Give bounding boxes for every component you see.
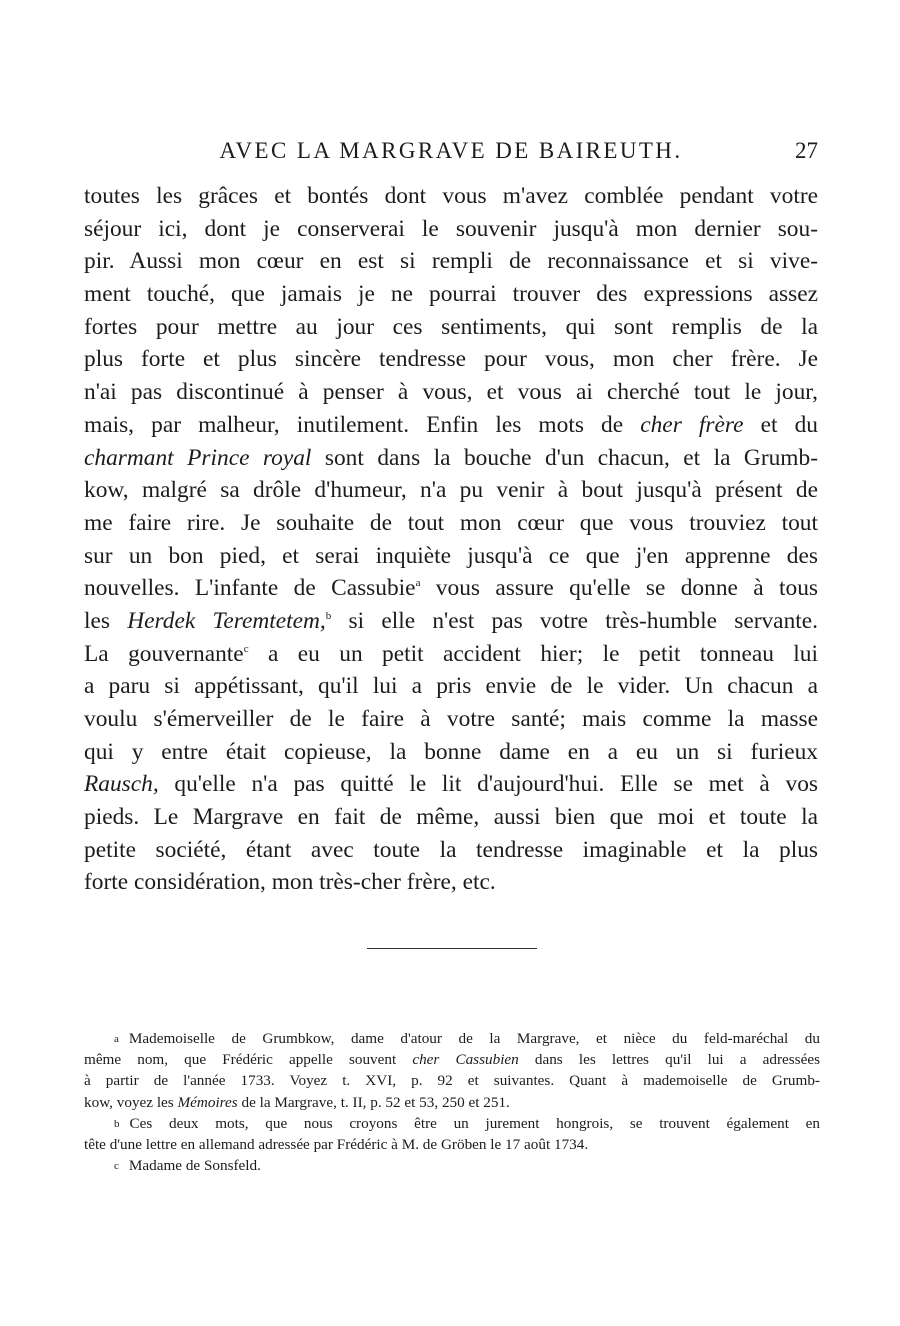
text-segment: vous assure qu'elle se donne à tous bbox=[420, 575, 818, 602]
text-segment: fortes pour mettre au jour ces sentiments, qui sont remplis de la bbox=[84, 313, 818, 340]
footnote-line bbox=[84, 1113, 820, 1134]
text-segment: dans les lettres qu'il lui a adressées bbox=[518, 1051, 820, 1069]
italic-text: cher frère bbox=[640, 411, 744, 438]
text-line bbox=[84, 703, 818, 736]
running-title: AVEC LA MARGRAVE DE BAIREUTH. bbox=[219, 138, 683, 163]
text-line bbox=[84, 213, 818, 246]
text-line bbox=[84, 638, 818, 671]
text-line bbox=[84, 376, 818, 409]
text-segment: pieds. Le Margrave en fait de même, aussi bien que moi et toute la bbox=[84, 804, 818, 831]
footnote-marker: b bbox=[114, 1117, 120, 1130]
text-line bbox=[84, 343, 818, 376]
italic-text: cher Cassubien bbox=[412, 1051, 519, 1069]
text-segment: a paru si appétissant, qu'il lui a pris envie de le vider. Un chacun a bbox=[84, 673, 818, 700]
text-line bbox=[84, 474, 818, 507]
footnote-line bbox=[84, 1049, 820, 1070]
text-segment: si elle n'est pas votre très-humble servante. bbox=[331, 607, 818, 634]
text-segment: a eu un petit accident hier; le petit tonneau lui bbox=[248, 640, 819, 667]
text-segment: ment touché, que jamais je ne pourrai trouver des expressions assez bbox=[84, 281, 818, 308]
text-segment: et du bbox=[743, 411, 819, 438]
text-segment: Ces deux mots, que nous croyons être un jurement hongrois, se trouvent également en bbox=[129, 1114, 820, 1132]
footnote-marker: c bbox=[114, 1160, 119, 1173]
footnote-line bbox=[84, 1092, 820, 1113]
text-segment: Madame de Sonsfeld. bbox=[128, 1157, 261, 1175]
footnotes bbox=[84, 1028, 820, 1176]
text-segment: me faire rire. Je souhaite de tout mon cœur que vous trouviez tout bbox=[84, 509, 818, 536]
footnote-line bbox=[84, 1155, 820, 1176]
italic-text: Rausch, bbox=[84, 771, 159, 798]
text-line bbox=[84, 605, 818, 638]
text-line bbox=[84, 736, 818, 769]
text-line bbox=[84, 507, 818, 540]
text-segment: à partir de l'année 1733. Voyez t. XVI, p. 92 et suivantes. Quant à mademoiselle de Grumb- bbox=[84, 1072, 820, 1090]
text-segment: même nom, que Frédéric appelle souvent bbox=[84, 1051, 413, 1069]
text-line bbox=[84, 180, 818, 213]
text-segment: plus forte et plus sincère tendresse pour vous, mon cher frère. Je bbox=[84, 346, 818, 373]
text-segment: pir. Aussi mon cœur en est si rempli de reconnaissance et si vive- bbox=[84, 248, 818, 275]
text-line bbox=[84, 670, 818, 703]
text-segment: petite société, étant avec toute la tendresse imaginable et la plus bbox=[84, 836, 818, 863]
text-segment: mais, par malheur, inutilement. Enfin les mots de bbox=[84, 411, 641, 438]
letter-body bbox=[84, 180, 818, 899]
text-segment: qu'elle n'a pas quitté le lit d'aujourd'hui. Elle se met à vos bbox=[158, 771, 818, 798]
footnote-reference: a bbox=[415, 577, 421, 590]
text-segment: forte considération, mon très-cher frère, etc. bbox=[84, 869, 496, 896]
footnote-line bbox=[84, 1134, 820, 1155]
footnote-line bbox=[84, 1070, 820, 1091]
text-segment: n'ai pas discontinué à penser à vous, et vous ai cherché tout le jour, bbox=[84, 379, 818, 406]
text-segment: Mademoiselle de Grumbkow, dame d'atour de la Margrave, et nièce du feld-maréchal du bbox=[128, 1030, 820, 1047]
italic-text: charmant Prince royal bbox=[84, 444, 312, 471]
text-line bbox=[84, 801, 818, 834]
text-segment: sont dans la bouche d'un chacun, et la Grumb- bbox=[311, 444, 818, 471]
text-line bbox=[84, 866, 818, 899]
italic-text: Herdek Teremtetem, bbox=[127, 607, 326, 634]
text-line bbox=[84, 540, 818, 573]
footnote-reference: b bbox=[325, 609, 332, 622]
text-segment: de la Margrave, t. II, p. 52 et 53, 250 et 251. bbox=[237, 1093, 510, 1111]
text-segment: La gouvernante bbox=[84, 640, 244, 667]
text-line bbox=[84, 409, 818, 442]
text-line bbox=[84, 442, 818, 475]
footnote-reference: c bbox=[243, 642, 249, 655]
text-segment: toutes les grâces et bontés dont vous m'avez comblée pendant votre bbox=[84, 183, 818, 209]
footnote-line bbox=[84, 1028, 820, 1049]
footnote-separator-rule bbox=[367, 948, 537, 949]
text-line bbox=[84, 768, 818, 801]
text-segment: qui y entre était copieuse, la bonne dame en a eu un si furieux bbox=[84, 738, 818, 765]
text-line bbox=[84, 278, 818, 311]
page-number: 27 bbox=[795, 138, 818, 163]
text-segment: tête d'une lettre en allemand adressée par Frédéric à M. de Gröben le 17 août 1734. bbox=[84, 1135, 589, 1153]
text-segment: sur un bon pied, et serai inquiète jusqu'à ce que j'en apprenne des bbox=[84, 542, 818, 569]
text-line bbox=[84, 572, 818, 605]
page-header bbox=[84, 138, 818, 168]
footnote-marker: a bbox=[114, 1033, 119, 1045]
italic-text: Mémoires bbox=[177, 1093, 238, 1111]
text-segment: séjour ici, dont je conserverai le souvenir jusqu'à mon dernier sou- bbox=[84, 215, 818, 242]
text-segment: kow, malgré sa drôle d'humeur, n'a pu venir à bout jusqu'à présent de bbox=[84, 477, 818, 504]
text-segment: nouvelles. L'infante de Cassubie bbox=[84, 575, 416, 602]
text-line bbox=[84, 834, 818, 867]
text-line bbox=[84, 245, 818, 278]
text-segment: voulu s'émerveiller de le faire à votre santé; mais comme la masse bbox=[84, 706, 818, 732]
text-segment: kow, voyez les bbox=[84, 1093, 178, 1111]
text-line bbox=[84, 311, 818, 344]
text-segment: les bbox=[84, 607, 128, 634]
